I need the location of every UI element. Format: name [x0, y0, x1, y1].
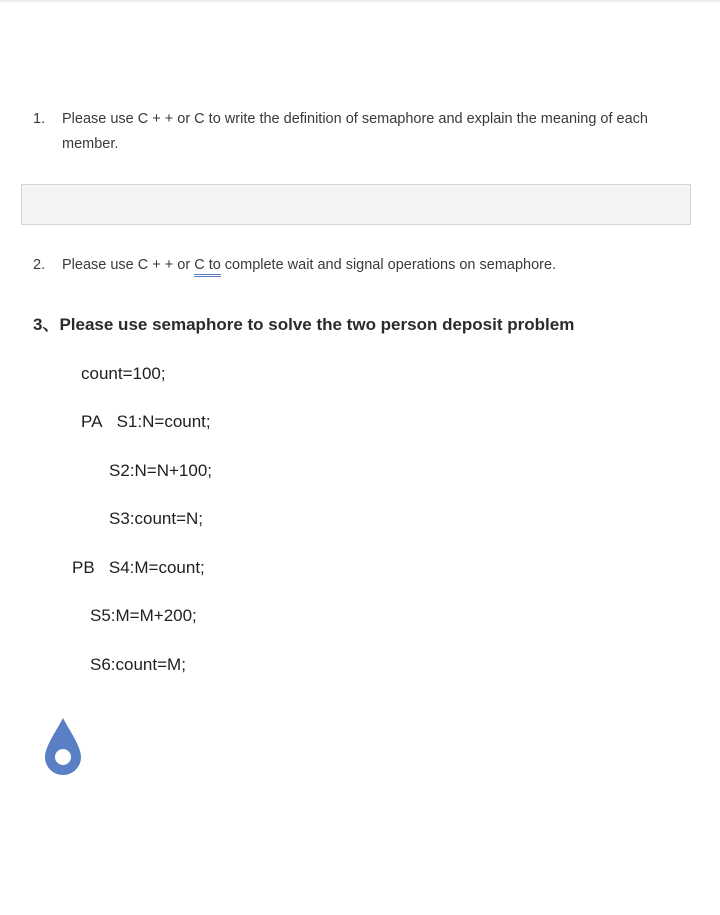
- question-1-number: 1.: [33, 111, 46, 127]
- code-line-s2: S2:N=N+100;: [109, 461, 213, 480]
- code-line-pa-s1: [81, 410, 211, 434]
- question-2-link[interactable]: C to: [194, 256, 221, 277]
- question-2-text: [62, 253, 688, 278]
- section-3-heading: 3、Please use semaphore to solve the two person deposit problem: [33, 315, 575, 334]
- answer-input-box[interactable]: [21, 184, 691, 225]
- question-2-text-after: complete wait and signal operations on semaphore.: [220, 257, 557, 273]
- code-line-s3: S3:count=N;: [109, 509, 204, 528]
- code-line-count-init: count=100;: [81, 364, 166, 383]
- question-2-number: 2.: [33, 257, 46, 273]
- process-label-pb: PB: [72, 558, 95, 577]
- code-line-s1: S1:N=count;: [116, 412, 211, 431]
- code-line-s4: S4:M=count;: [108, 558, 205, 577]
- question-2-text-before: Please use C + + or: [62, 257, 195, 273]
- question-1: [33, 107, 688, 157]
- code-line-s5: S5:M=M+200;: [90, 606, 197, 625]
- top-edge-shadow: [0, 0, 720, 3]
- process-label-pa: PA: [81, 412, 103, 431]
- code-line-s6: S6:count=M;: [90, 655, 186, 674]
- water-drop-icon[interactable]: [44, 716, 82, 778]
- question-1-text: Please use C + + or C to write the definition of semaphore and explain the meaning of each member.: [62, 111, 648, 152]
- question-2: [33, 253, 688, 278]
- code-line-pb-s4: [72, 556, 205, 580]
